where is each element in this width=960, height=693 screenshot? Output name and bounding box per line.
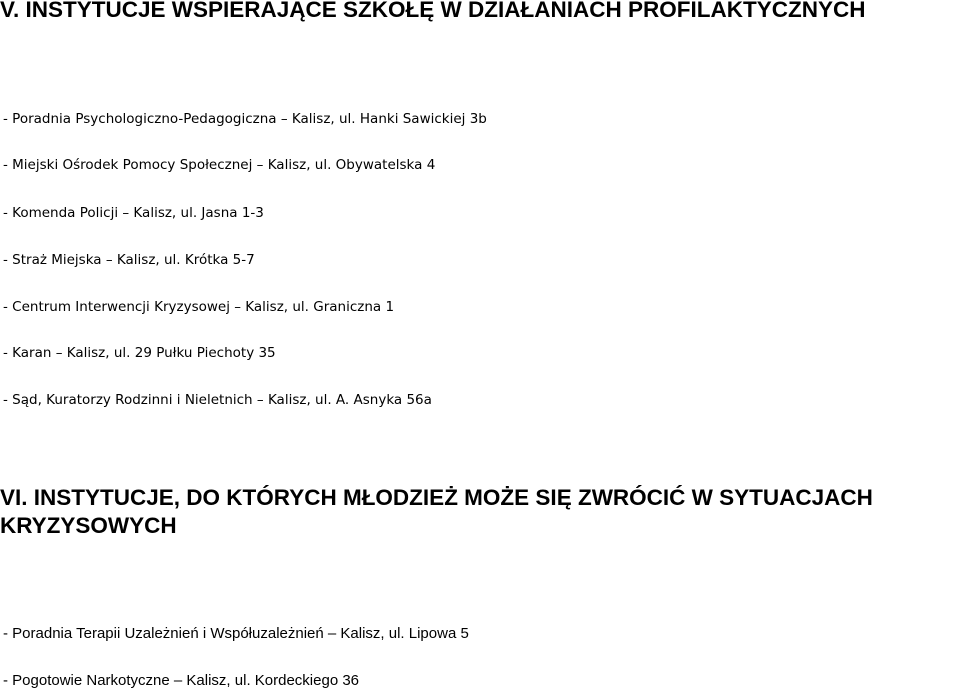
- section-6-heading: VI. INSTYTUCJE, DO KTÓRYCH MŁODZIEŻ MOŻE SIĘ ZWRÓCIĆ W SYTUACJACH KRYZYSOWYCH: [0, 485, 873, 538]
- section-5-heading: V. INSTYTUCJE WSPIERAJĄCE SZKOŁĘ W DZIAŁANIACH PROFILAKTYCZNYCH: [0, 0, 866, 22]
- list-item: - Pogotowie Narkotyczne – Kalisz, ul. Kordeckiego 36: [3, 672, 360, 689]
- list-item: - Centrum Interwencji Kryzysowej – Kalisz, ul. Graniczna 1: [3, 299, 395, 315]
- list-item: - Poradnia Psychologiczno-Pedagogiczna – Kalisz, ul. Hanki Sawickiej 3b: [3, 111, 487, 127]
- list-item: - Miejski Ośrodek Pomocy Społecznej – Kalisz, ul. Obywatelska 4: [3, 157, 436, 173]
- list-item: - Poradnia Terapii Uzależnień i Współuzależnień – Kalisz, ul. Lipowa 5: [3, 625, 469, 642]
- list-item: - Straż Miejska – Kalisz, ul. Krótka 5-7: [3, 252, 255, 268]
- list-item: - Karan – Kalisz, ul. 29 Pułku Piechoty 35: [3, 345, 276, 361]
- list-item: - Sąd, Kuratorzy Rodzinni i Nieletnich – Kalisz, ul. A. Asnyka 56a: [3, 392, 432, 408]
- list-item: - Komenda Policji – Kalisz, ul. Jasna 1-3: [3, 205, 264, 221]
